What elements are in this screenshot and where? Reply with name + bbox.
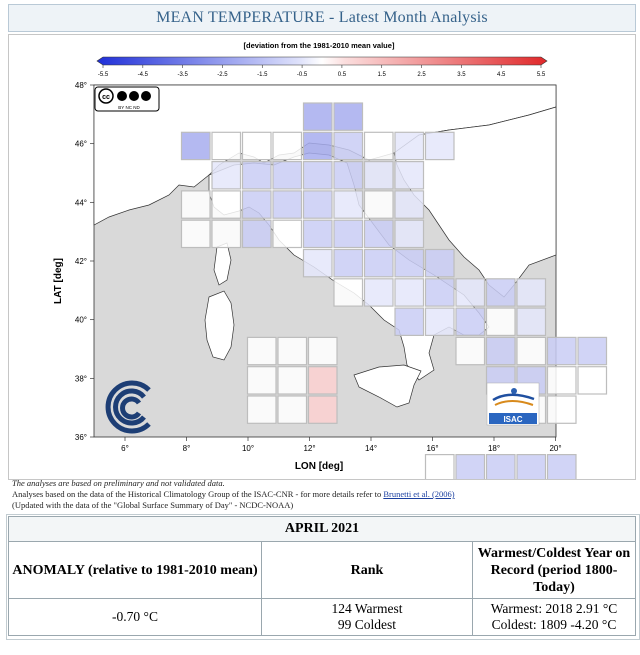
grid-cell <box>487 279 516 306</box>
grid-cell <box>243 162 272 189</box>
lat-tick-label: 46° <box>74 139 87 149</box>
grid-cell <box>304 220 333 247</box>
lon-tick-label: 16° <box>426 444 439 453</box>
colorbar-title: [deviation from the 1981-2010 mean value] <box>243 41 395 50</box>
grid-cell <box>273 191 302 218</box>
grid-cell <box>517 337 546 364</box>
lon-ticks <box>121 437 561 453</box>
grid-cell <box>456 279 485 306</box>
rank-value <box>262 599 473 636</box>
grid-cell <box>304 162 333 189</box>
grid-cell <box>248 367 277 394</box>
grid-cell <box>517 308 546 335</box>
note-update: (Updated with the data of the "Global Surface Summary of Day" - NCDC-NOAA) <box>12 500 294 510</box>
lat-tick-label: 48° <box>74 81 87 90</box>
summary-table <box>8 516 636 636</box>
grid-cell <box>309 396 338 423</box>
lat-tick-label: 40° <box>74 315 87 325</box>
grid-cell <box>248 337 277 364</box>
grid-cell <box>212 220 241 247</box>
lon-tick-label: 6° <box>121 444 129 453</box>
rank-warmest: 124 Warmest <box>331 601 403 616</box>
grid-cell <box>273 132 302 159</box>
colorbar-tick-label: 1.5 <box>377 72 386 78</box>
grid-cell <box>456 455 485 479</box>
grid-cell <box>304 103 333 130</box>
grid-cell <box>548 396 577 423</box>
grid-cell <box>278 337 307 364</box>
lat-tick-label: 42° <box>74 257 87 266</box>
lat-axis-label: LAT [deg] <box>53 258 64 304</box>
grid-cell <box>426 455 455 479</box>
lat-ticks <box>75 81 94 442</box>
lon-tick-label: 14° <box>364 444 378 453</box>
grid-cell <box>334 250 363 277</box>
isac-logo <box>487 383 539 425</box>
grid-cell <box>487 337 516 364</box>
colorbar-tick-label: 3.5 <box>457 72 466 78</box>
rank-coldest: 99 Coldest <box>337 617 397 632</box>
grid-cell <box>182 132 211 159</box>
colorbar-tick-label: -1.5 <box>257 72 268 78</box>
page-title: MEAN TEMPERATURE - Latest Month Analysis <box>8 4 636 32</box>
grid-cell <box>517 279 546 306</box>
cc-badge-text: cc <box>102 94 110 101</box>
grid-cell <box>578 337 607 364</box>
lat-tick-label: 36° <box>74 433 87 442</box>
grid-cell <box>304 191 333 218</box>
colorbar <box>97 57 547 65</box>
lon-tick-label: 20° <box>549 444 562 453</box>
grid-cell <box>334 162 363 189</box>
colorbar-tick-label: -3.5 <box>177 72 188 78</box>
grid-cell <box>395 220 424 247</box>
grid-cell <box>212 162 241 189</box>
grid-cell <box>243 132 272 159</box>
period-header: APRIL 2021 <box>9 517 636 542</box>
note-source <box>12 489 632 500</box>
colorbar-tick-label: -4.5 <box>137 72 148 78</box>
colorbar-ticks <box>98 65 546 78</box>
lon-tick-label: 10° <box>241 444 255 453</box>
record-value <box>473 599 636 636</box>
grid-cell <box>309 367 338 394</box>
record-header: Warmest/Coldest Year on Record (period 1800-Today) <box>473 542 636 599</box>
grid-cell <box>304 132 333 159</box>
lat-tick-label: 38° <box>74 374 87 384</box>
grid-cell <box>487 308 516 335</box>
isac-label: ISAC <box>503 415 523 424</box>
lon-tick-label: 12° <box>303 444 316 453</box>
lat-tick-label: 44° <box>74 198 87 208</box>
grid-cell <box>182 191 211 218</box>
grid-cell <box>365 132 394 159</box>
lon-axis-label: LON [deg] <box>294 461 344 472</box>
grid-cell <box>487 455 516 479</box>
grid-cell <box>309 337 338 364</box>
rank-header: Rank <box>262 542 473 599</box>
lon-tick-label: 18° <box>487 444 501 453</box>
grid-cell <box>426 250 455 277</box>
grid-cell <box>278 367 307 394</box>
note-preliminary: The analyses are based on preliminary and not validated data. <box>12 478 225 488</box>
grid-cell <box>456 337 485 364</box>
grid-cell <box>395 279 424 306</box>
grid-cell <box>395 250 424 277</box>
grid-cell <box>334 220 363 247</box>
colorbar-tick-label: 4.5 <box>497 72 506 78</box>
record-warmest: Warmest: 2018 2.91 °C <box>490 601 618 616</box>
grid-cell <box>212 132 241 159</box>
colorbar-tick-label: 2.5 <box>417 72 426 78</box>
grid-cell <box>365 191 394 218</box>
cc-license-badge <box>95 87 159 111</box>
brunetti-link[interactable]: Brunetti et al. (2006) <box>383 489 455 499</box>
grid-cell <box>182 220 211 247</box>
grid-cell <box>395 162 424 189</box>
grid-cell <box>334 103 363 130</box>
grid-cell <box>278 396 307 423</box>
grid-cell <box>548 455 577 479</box>
grid-cell <box>304 250 333 277</box>
note-source-text: Analyses based on the data of the Historical Climatology Group of the ISAC-CNR - for more details refer to <box>12 489 382 499</box>
grid-cell <box>426 308 455 335</box>
grid-cell <box>365 162 394 189</box>
grid-cell <box>395 308 424 335</box>
anomaly-value: -0.70 °C <box>9 599 262 636</box>
colorbar-tick-label: 0.5 <box>337 72 347 78</box>
colorbar-tick-label: -5.5 <box>97 72 109 78</box>
cc-badge-sub: BY NC ND <box>118 105 140 110</box>
analysis-notes <box>12 478 632 511</box>
grid-cell <box>334 279 363 306</box>
grid-cell <box>578 367 607 394</box>
grid-cell <box>365 279 394 306</box>
grid-cell <box>548 367 577 394</box>
colorbar-tick-label: -0.5 <box>296 72 308 78</box>
grid-cell <box>456 308 485 335</box>
anomaly-header: ANOMALY (relative to 1981-2010 mean) <box>9 542 262 599</box>
grid-cell <box>365 220 394 247</box>
grid-cell <box>334 191 363 218</box>
grid-cell <box>426 132 455 159</box>
colorbar-tick-label: -2.5 <box>217 72 228 78</box>
grid-cell <box>426 279 455 306</box>
record-coldest: Coldest: 1809 -4.20 °C <box>491 617 617 632</box>
grid-cell <box>248 396 277 423</box>
grid-cell <box>243 220 272 247</box>
grid-cell <box>517 455 546 479</box>
grid-cell <box>243 191 272 218</box>
grid-cell <box>273 162 302 189</box>
lon-tick-label: 8° <box>182 444 191 453</box>
colorbar-tick-label: 5.5 <box>536 72 546 78</box>
grid-cell <box>273 220 302 247</box>
map-svg <box>9 35 635 479</box>
grid-cell <box>395 191 424 218</box>
grid-cell <box>395 132 424 159</box>
grid-cell <box>334 132 363 159</box>
grid-cell <box>548 337 577 364</box>
grid-cell <box>365 250 394 277</box>
temperature-map <box>8 34 636 480</box>
grid-cell <box>212 191 241 218</box>
